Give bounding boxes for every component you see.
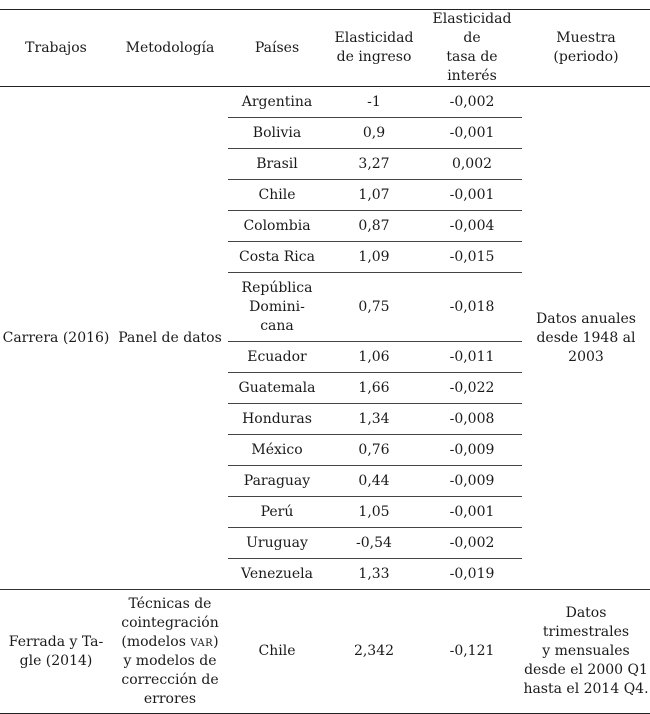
header-muestra bbox=[522, 10, 650, 87]
income-elasticity-cell: 3,27 bbox=[326, 149, 422, 180]
country-cell: Costa Rica bbox=[228, 242, 326, 273]
country-cell: Guatemala bbox=[228, 373, 326, 404]
country-cell: Brasil bbox=[228, 149, 326, 180]
carrera-muestra bbox=[522, 87, 650, 590]
carrera-muestra-line2: desde 1948 al bbox=[536, 329, 636, 346]
interest-elasticity-cell: -0,019 bbox=[422, 559, 522, 590]
interest-elasticity-cell: -0,018 bbox=[422, 273, 522, 342]
ferrada-metodologia-line1: Técnicas de bbox=[128, 595, 212, 612]
table-row bbox=[0, 590, 650, 714]
country-cell: Argentina bbox=[228, 87, 326, 118]
interest-elasticity-cell: -0,002 bbox=[422, 528, 522, 559]
country-cell: Uruguay bbox=[228, 528, 326, 559]
ferrada-metodologia-line3 bbox=[112, 633, 228, 652]
ferrada-muestra-line5: hasta el 2014 Q4. bbox=[523, 681, 649, 697]
income-elasticity-cell: 0,87 bbox=[326, 211, 422, 242]
ferrada-trabajo-line2: gle (2014) bbox=[19, 652, 93, 669]
income-elasticity-cell: 0,76 bbox=[326, 435, 422, 466]
interest-elasticity-cell: -0,002 bbox=[422, 87, 522, 118]
ferrada-metodologia-line4: y modelos de bbox=[123, 652, 217, 669]
country-cell: Honduras bbox=[228, 404, 326, 435]
income-elasticity-cell: 1,05 bbox=[326, 497, 422, 528]
income-elasticity-cell: 1,06 bbox=[326, 342, 422, 373]
country-line: Domini- bbox=[249, 298, 305, 315]
ferrada-metodologia-line2: cointegración bbox=[121, 614, 219, 631]
country-line: cana bbox=[260, 317, 294, 334]
country-cell: Colombia bbox=[228, 211, 326, 242]
income-elasticity-cell: 1,33 bbox=[326, 559, 422, 590]
ferrada-metodologia-line6: errores bbox=[143, 690, 197, 707]
country-line: República bbox=[241, 279, 313, 296]
table-row bbox=[0, 87, 650, 118]
header-elasticidad-ingreso-line1: Elasticidad bbox=[334, 30, 414, 46]
country-cell: Chile bbox=[228, 590, 326, 714]
income-elasticity-cell: 1,09 bbox=[326, 242, 422, 273]
ferrada-muestra-line3: y mensuales bbox=[542, 643, 630, 659]
income-elasticity-cell: -1 bbox=[326, 87, 422, 118]
ferrada-trabajo-line1: Ferrada y Ta- bbox=[8, 633, 104, 650]
interest-elasticity-cell: -0,001 bbox=[422, 497, 522, 528]
interest-elasticity-cell: -0,009 bbox=[422, 466, 522, 497]
ferrada-metodologia-line3c: ) bbox=[213, 633, 219, 650]
interest-elasticity-cell: -0,015 bbox=[422, 242, 522, 273]
carrera-muestra-line3: 2003 bbox=[568, 348, 604, 365]
header-elasticidad-ingreso-line2: de ingreso bbox=[336, 49, 412, 65]
country-cell: Chile bbox=[228, 180, 326, 211]
interest-elasticity-cell: 0,002 bbox=[422, 149, 522, 180]
income-elasticity-cell: 1,07 bbox=[326, 180, 422, 211]
country-cell: Perú bbox=[228, 497, 326, 528]
header-trabajos: Trabajos bbox=[0, 10, 112, 87]
income-elasticity-cell: -0,54 bbox=[326, 528, 422, 559]
ferrada-metodologia-line3a: (modelos bbox=[121, 633, 191, 650]
header-muestra-line2: (periodo) bbox=[553, 49, 619, 65]
ferrada-muestra-line1: Datos bbox=[565, 605, 607, 621]
ferrada-metodologia-line5: corrección de bbox=[121, 671, 219, 688]
ferrada-muestra-line4: desde el 2000 Q1 bbox=[524, 662, 648, 678]
carrera-metodologia: Panel de datos bbox=[112, 87, 228, 590]
country-cell: Venezuela bbox=[228, 559, 326, 590]
interest-elasticity-cell: -0,001 bbox=[422, 180, 522, 211]
interest-elasticity-cell: -0,009 bbox=[422, 435, 522, 466]
income-elasticity-cell: 0,75 bbox=[326, 273, 422, 342]
country-cell: México bbox=[228, 435, 326, 466]
carrera-trabajo: Carrera (2016) bbox=[0, 87, 112, 590]
header-elasticidad-tasa-line2: tasa de interés bbox=[446, 49, 498, 84]
country-cell: Paraguay bbox=[228, 466, 326, 497]
ferrada-metodologia bbox=[112, 590, 228, 714]
header-elasticidad-tasa-line1: Elasticidad de bbox=[432, 11, 512, 46]
ferrada-muestra-line2: trimestrales bbox=[542, 624, 630, 640]
interest-elasticity-cell: -0,001 bbox=[422, 118, 522, 149]
income-elasticity-cell: 1,66 bbox=[326, 373, 422, 404]
interest-elasticity-cell: -0,011 bbox=[422, 342, 522, 373]
country-cell: Bolivia bbox=[228, 118, 326, 149]
elasticities-table bbox=[0, 9, 650, 714]
interest-elasticity-cell: -0,004 bbox=[422, 211, 522, 242]
interest-elasticity-cell: -0,022 bbox=[422, 373, 522, 404]
ferrada-muestra bbox=[522, 590, 650, 714]
income-elasticity-cell: 0,9 bbox=[326, 118, 422, 149]
header-row bbox=[0, 10, 650, 87]
carrera-muestra-line1: Datos anuales bbox=[536, 310, 636, 327]
income-elasticity-cell: 1,34 bbox=[326, 404, 422, 435]
header-elasticidad-ingreso bbox=[326, 10, 422, 87]
interest-elasticity-cell: -0,121 bbox=[422, 590, 522, 714]
country-cell: Ecuador bbox=[228, 342, 326, 373]
ferrada-trabajo bbox=[0, 590, 112, 714]
header-muestra-line1: Muestra bbox=[556, 30, 616, 46]
header-elasticidad-tasa bbox=[422, 10, 522, 87]
country-cell bbox=[228, 273, 326, 342]
income-elasticity-cell: 2,342 bbox=[326, 590, 422, 714]
header-metodologia: Metodología bbox=[112, 10, 228, 87]
header-paises: Países bbox=[228, 10, 326, 87]
income-elasticity-cell: 0,44 bbox=[326, 466, 422, 497]
var-acronym: var bbox=[190, 633, 214, 650]
interest-elasticity-cell: -0,008 bbox=[422, 404, 522, 435]
